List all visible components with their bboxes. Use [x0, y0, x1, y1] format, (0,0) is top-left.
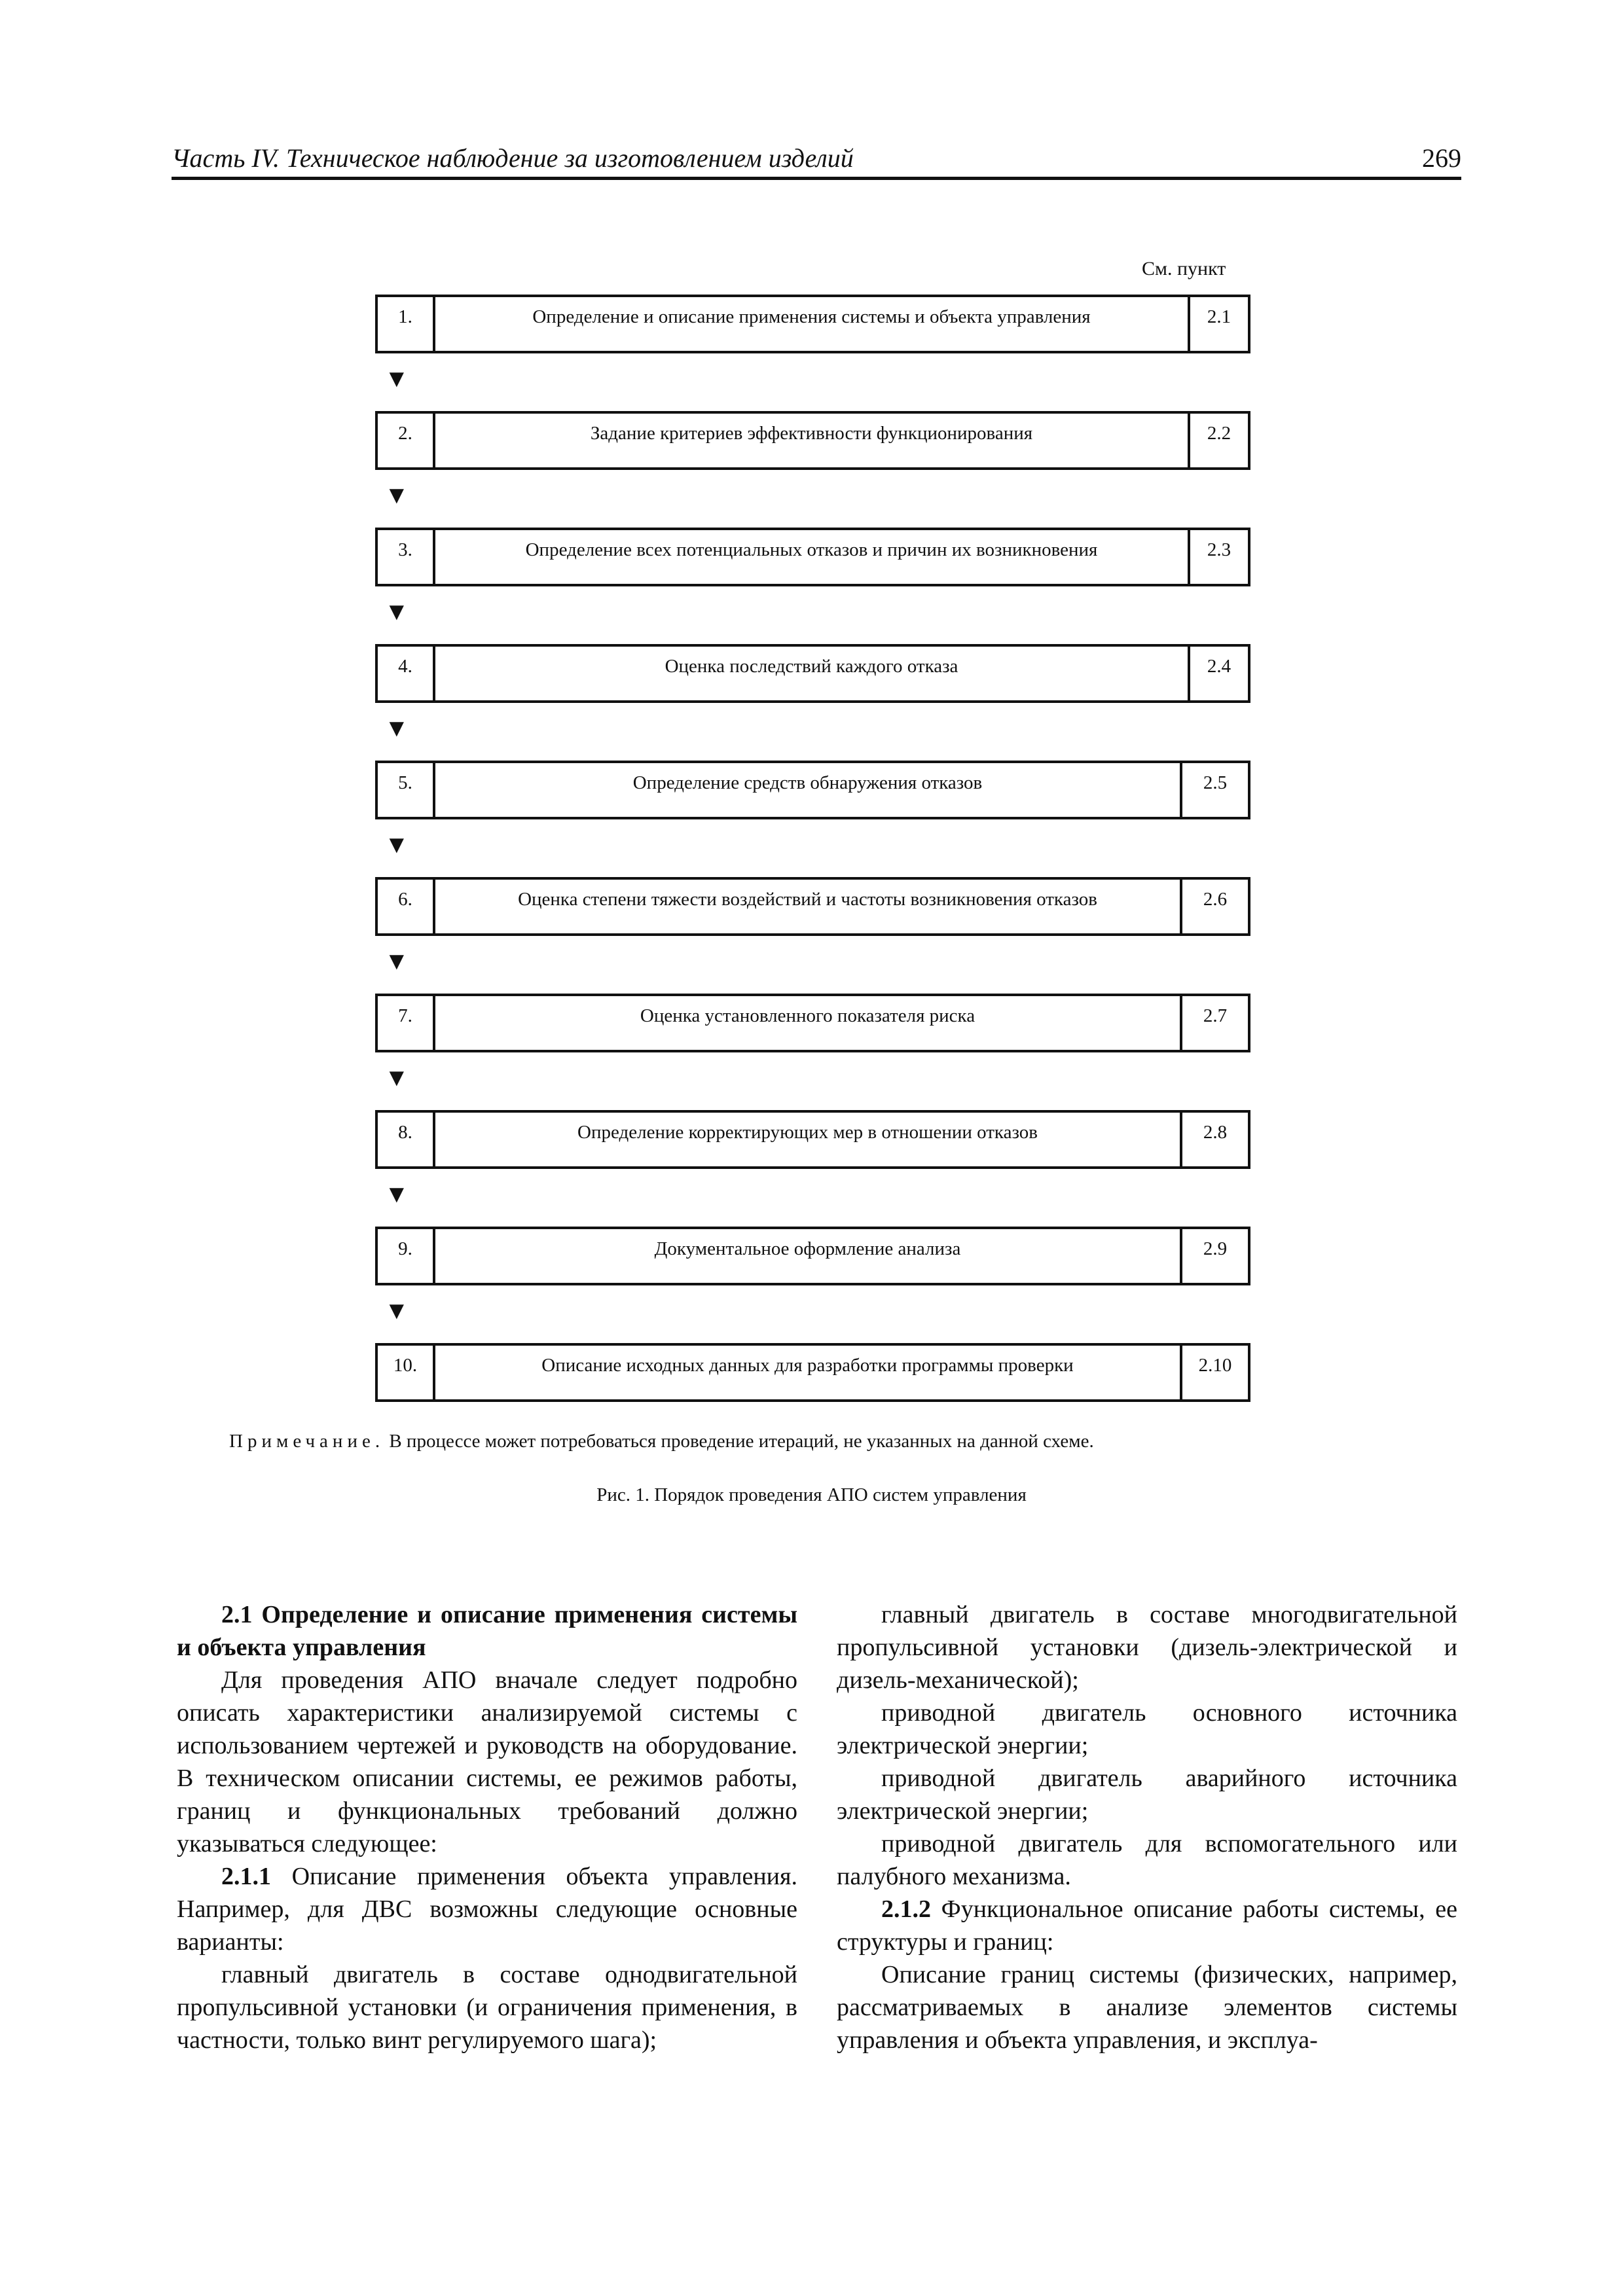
step-number: 10.	[378, 1346, 435, 1399]
paragraph: Описание границ системы (физических, например, рассматриваемых в анализе элементов системы управления и объекта управления, и эксплуа-	[837, 1961, 1457, 2054]
down-arrow-icon: ▼	[384, 598, 409, 626]
step-number: 3.	[378, 530, 435, 584]
flowchart	[375, 295, 1250, 1402]
flow-step	[375, 295, 1250, 353]
down-arrow-icon: ▼	[384, 1064, 409, 1092]
flow-step	[375, 1343, 1250, 1402]
step-reference: 2.7	[1180, 996, 1248, 1050]
flow-step	[375, 528, 1250, 586]
step-text: Оценка степени тяжести воздействий и частоты возникновения отказов	[518, 889, 1097, 910]
down-arrow-icon: ▼	[384, 1297, 409, 1325]
step-number: 7.	[378, 996, 435, 1050]
running-header-title: Часть IV. Техническое наблюдение за изготовлением изделий	[172, 143, 854, 173]
step-text: Документальное оформление анализа	[654, 1238, 961, 1259]
clause-number: 2.1.2	[881, 1895, 931, 1923]
step-text: Оценка последствий каждого отказа	[665, 656, 958, 677]
paragraph	[837, 1893, 1457, 1958]
step-reference: 2.9	[1180, 1229, 1248, 1283]
step-number: 9.	[378, 1229, 435, 1283]
flow-step	[375, 1227, 1250, 1285]
step-text: Определение средств обнаружения отказов	[632, 772, 983, 793]
step-number: 4.	[378, 647, 435, 700]
down-arrow-icon: ▼	[384, 948, 409, 975]
step-reference: 2.8	[1180, 1113, 1248, 1166]
flow-step	[375, 761, 1250, 819]
down-arrow-icon: ▼	[384, 365, 409, 393]
flow-step	[375, 644, 1250, 703]
step-reference: 2.5	[1180, 763, 1248, 817]
step-text: Описание исходных данных для разработки программы проверки	[541, 1355, 1074, 1376]
step-reference: 2.2	[1188, 414, 1248, 467]
section-heading: 2.1 Определение и описание применения системы и объекта управления	[177, 1601, 797, 1661]
step-reference: 2.1	[1188, 297, 1248, 351]
step-number: 1.	[378, 297, 435, 351]
paragraph: приводной двигатель аварийного источника электрической энергии;	[837, 1765, 1457, 1825]
note-text: В процессе может потребоваться проведение итераций, не указанных на данной схеме.	[384, 1431, 1094, 1452]
see-item-label: См. пункт	[1142, 258, 1226, 279]
paragraph: главный двигатель в составе многодвигательной пропульсивной установки (дизель-электрической и дизель-механической);	[837, 1601, 1457, 1694]
text-column-right	[837, 1598, 1457, 2056]
clause-number: 2.1.1	[221, 1863, 271, 1890]
step-reference: 2.3	[1188, 530, 1248, 584]
paragraph: Для проведения АПО вначале следует подробно описать характеристики анализируемой системы с использованием чертежей и руководств на оборудование. В техническом описании системы, ее режимов работы, границ и функциональных требований должно указываться следующее:	[177, 1666, 797, 1857]
paragraph: приводной двигатель основного источника электрической энергии;	[837, 1699, 1457, 1759]
down-arrow-icon: ▼	[384, 482, 409, 509]
text-column-left	[177, 1598, 797, 2056]
flow-step	[375, 994, 1250, 1052]
flow-step	[375, 877, 1250, 936]
flow-step	[375, 411, 1250, 470]
down-arrow-icon: ▼	[384, 715, 409, 742]
flow-step	[375, 1110, 1250, 1169]
clause-text: Описание применения объекта управления. Например, для ДВС возможны следующие основные варианты:	[177, 1863, 797, 1956]
clause-text: Функциональное описание работы системы, ее структуры и границ:	[837, 1895, 1457, 1956]
note-label: Примечание.	[229, 1431, 385, 1452]
figure-caption: Рис. 1. Порядок проведения АПО систем управления	[596, 1484, 1027, 1505]
down-arrow-icon: ▼	[384, 1181, 409, 1208]
down-arrow-icon: ▼	[384, 831, 409, 859]
paragraph: главный двигатель в составе однодвигательной пропульсивной установки (и ограничения применения, в частности, только винт регулируемого шага);	[177, 1961, 797, 2054]
step-text: Задание критериев эффективности функционирования	[590, 423, 1033, 444]
step-text: Оценка установленного показателя риска	[640, 1005, 976, 1026]
step-text: Определение корректирующих мер в отношении отказов	[577, 1122, 1038, 1143]
paragraph	[177, 1860, 797, 1958]
figure-note	[229, 1431, 1094, 1452]
step-number: 8.	[378, 1113, 435, 1166]
step-reference: 2.6	[1180, 880, 1248, 933]
page-number: 269	[1422, 143, 1461, 173]
paragraph: приводной двигатель для вспомогательного или палубного механизма.	[837, 1830, 1457, 1890]
header-rule	[172, 177, 1461, 180]
step-number: 5.	[378, 763, 435, 817]
step-text: Определение и описание применения системы и объекта управления	[532, 306, 1091, 327]
step-text: Определение всех потенциальных отказов и причин их возникновения	[525, 539, 1098, 560]
step-number: 2.	[378, 414, 435, 467]
step-reference: 2.4	[1188, 647, 1248, 700]
step-reference: 2.10	[1180, 1346, 1248, 1399]
step-number: 6.	[378, 880, 435, 933]
